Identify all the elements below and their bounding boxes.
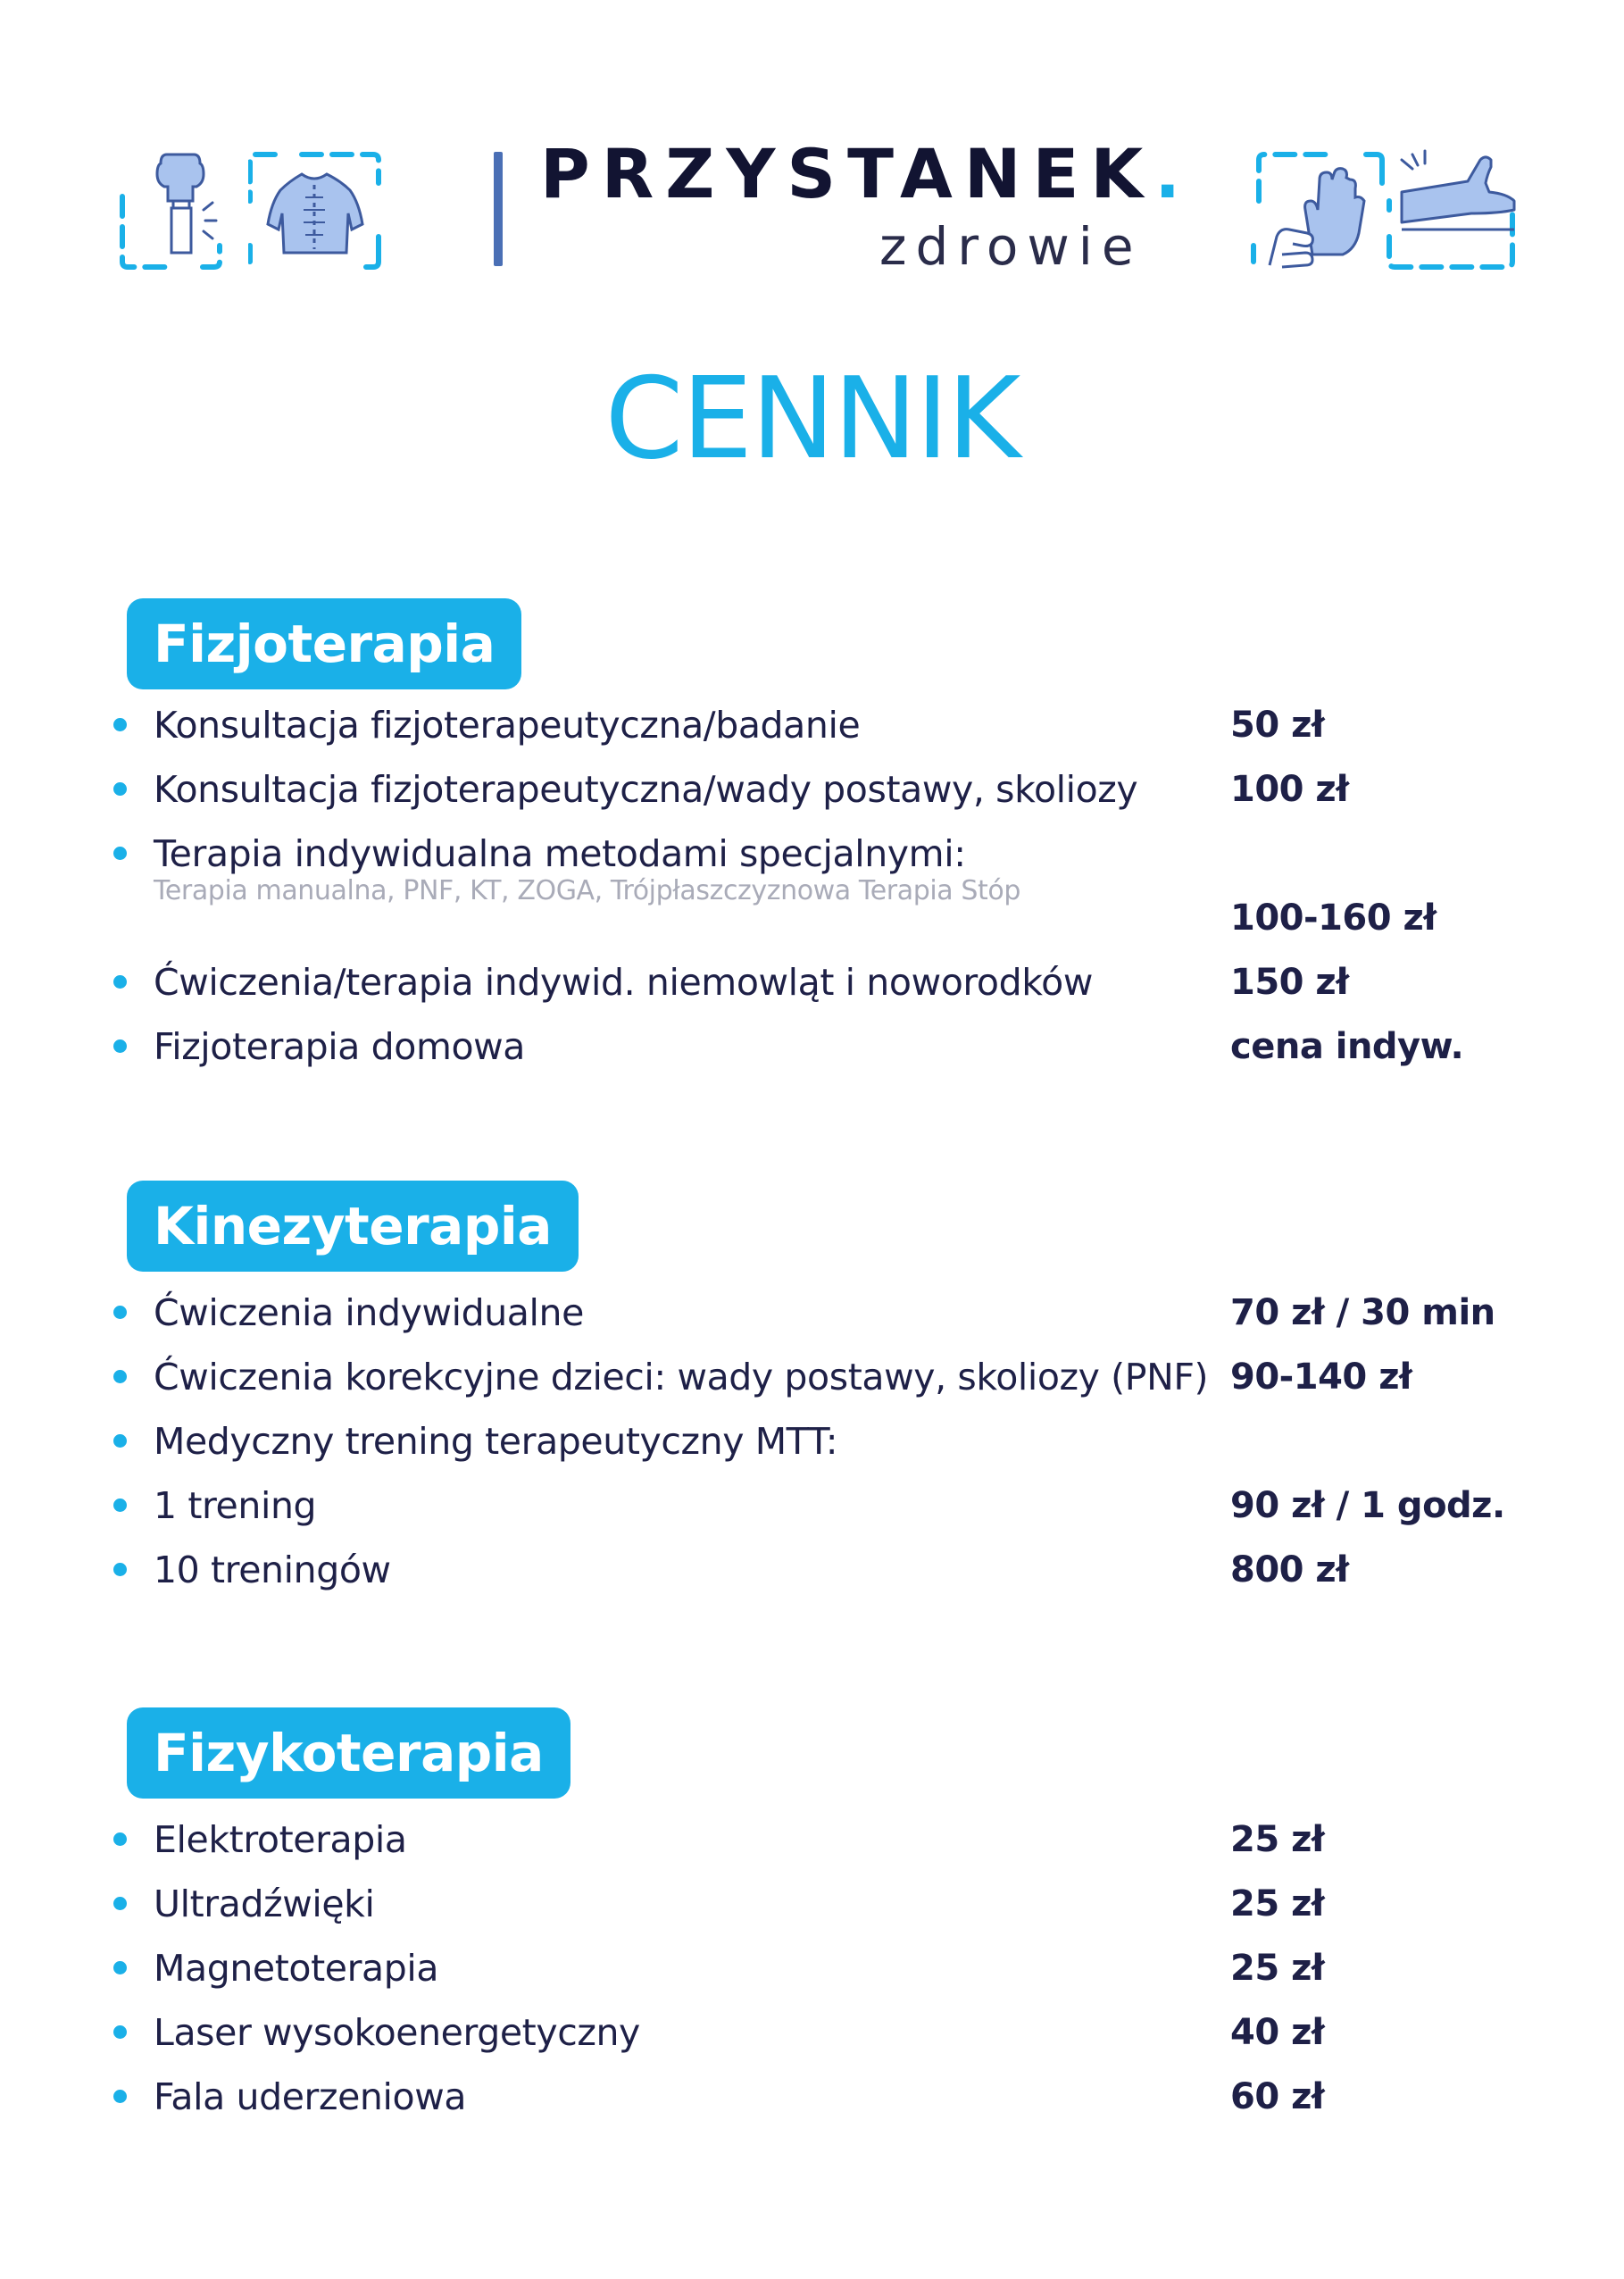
item-label: Konsultacja fizjoterapeutyczna/badanie: [154, 704, 861, 747]
brand-divider: [494, 152, 503, 266]
list-item: [0, 1415, 1624, 1468]
item-price: 25 zł: [1230, 1948, 1325, 1989]
bullet-icon: [113, 1434, 127, 1448]
section-heading: Kinezyterapia: [127, 1181, 579, 1272]
bullet-icon: [113, 718, 127, 731]
bullet-icon: [113, 1039, 127, 1053]
bullet-icon: [113, 1498, 127, 1512]
list-item: [0, 1941, 1624, 1995]
page-title: CENNIK: [604, 353, 1020, 484]
item-label: Medyczny trening terapeutyczny MTT:: [154, 1420, 838, 1463]
item-price: cena indyw.: [1230, 1026, 1464, 1067]
leg-therapy-icon: [1382, 147, 1525, 272]
bullet-icon: [113, 1897, 127, 1910]
item-price: 150 zł: [1230, 962, 1349, 1003]
list-item: [0, 2006, 1624, 2059]
bullet-icon: [113, 1306, 127, 1319]
list-item: [0, 1877, 1624, 1931]
section-heading: Fizjoterapia: [127, 598, 521, 689]
bullet-icon: [113, 2025, 127, 2039]
item-label: Fala uderzeniowa: [154, 2075, 467, 2118]
massage-hands-icon: [1250, 147, 1393, 272]
list-item: [0, 763, 1624, 816]
item-label: Ćwiczenia/terapia indywid. niemowląt i noworodków: [154, 961, 1093, 1004]
bullet-icon: [113, 782, 127, 796]
list-item: [0, 698, 1624, 752]
item-label: 1 trening: [154, 1484, 317, 1527]
list-item: [0, 1350, 1624, 1404]
item-label: Ćwiczenia indywidualne: [154, 1291, 584, 1334]
item-price: 60 zł: [1230, 2076, 1325, 2117]
item-label: Fizjoterapia domowa: [154, 1025, 526, 1068]
item-price: 70 zł / 30 min: [1230, 1292, 1495, 1333]
item-price: 100-160 zł: [1230, 897, 1437, 939]
item-price: 100 zł: [1230, 769, 1349, 810]
thermometer-icon: [118, 147, 252, 272]
item-price: 50 zł: [1230, 705, 1325, 746]
item-label: Ćwiczenia korekcyjne dzieci: wady postawy, skoliozy (PNF): [154, 1356, 1209, 1398]
list-item: [0, 1479, 1624, 1532]
bullet-icon: [113, 847, 127, 860]
list-item: [0, 827, 1624, 943]
spine-back-icon: [248, 147, 391, 272]
bullet-icon: [113, 1832, 127, 1846]
item-price: 25 zł: [1230, 1883, 1325, 1924]
item-price: 25 zł: [1230, 1819, 1325, 1860]
bullet-icon: [113, 975, 127, 989]
list-item: [0, 1543, 1624, 1597]
item-price: 90 zł / 1 godz.: [1230, 1485, 1505, 1526]
list-item: [0, 956, 1624, 1009]
list-item: [0, 1020, 1624, 1073]
item-label: Terapia indywidualna metodami specjalnymi:: [154, 832, 966, 875]
item-label: Laser wysokoenergetyczny: [154, 2011, 640, 2054]
brand-subtitle: zdrowie: [879, 216, 1143, 277]
list-item: [0, 1286, 1624, 1340]
bullet-icon: [113, 1370, 127, 1383]
item-subtext: Terapia manualna, PNF, KT, ZOGA, Trójpłaszczyznowa Terapia Stóp: [154, 875, 1021, 906]
item-price: 40 zł: [1230, 2012, 1325, 2053]
bullet-icon: [113, 1563, 127, 1576]
header: [0, 0, 1624, 304]
item-label: 10 treningów: [154, 1549, 391, 1591]
brand-dot: .: [1154, 134, 1193, 213]
item-price: 90-140 zł: [1230, 1357, 1412, 1398]
list-item: [0, 2070, 1624, 2124]
brand-name: PRZYSTANEK.: [540, 134, 1193, 213]
item-price: 800 zł: [1230, 1549, 1349, 1590]
bullet-icon: [113, 1961, 127, 1974]
list-item: [0, 1813, 1624, 1866]
item-label: Magnetoterapia: [154, 1947, 439, 1990]
item-label: Konsultacja fizjoterapeutyczna/wady postawy, skoliozy: [154, 768, 1138, 811]
section-heading: Fizykoterapia: [127, 1707, 570, 1799]
item-label: Elektroterapia: [154, 1818, 407, 1861]
item-label: Ultradźwięki: [154, 1882, 375, 1925]
bullet-icon: [113, 2090, 127, 2103]
